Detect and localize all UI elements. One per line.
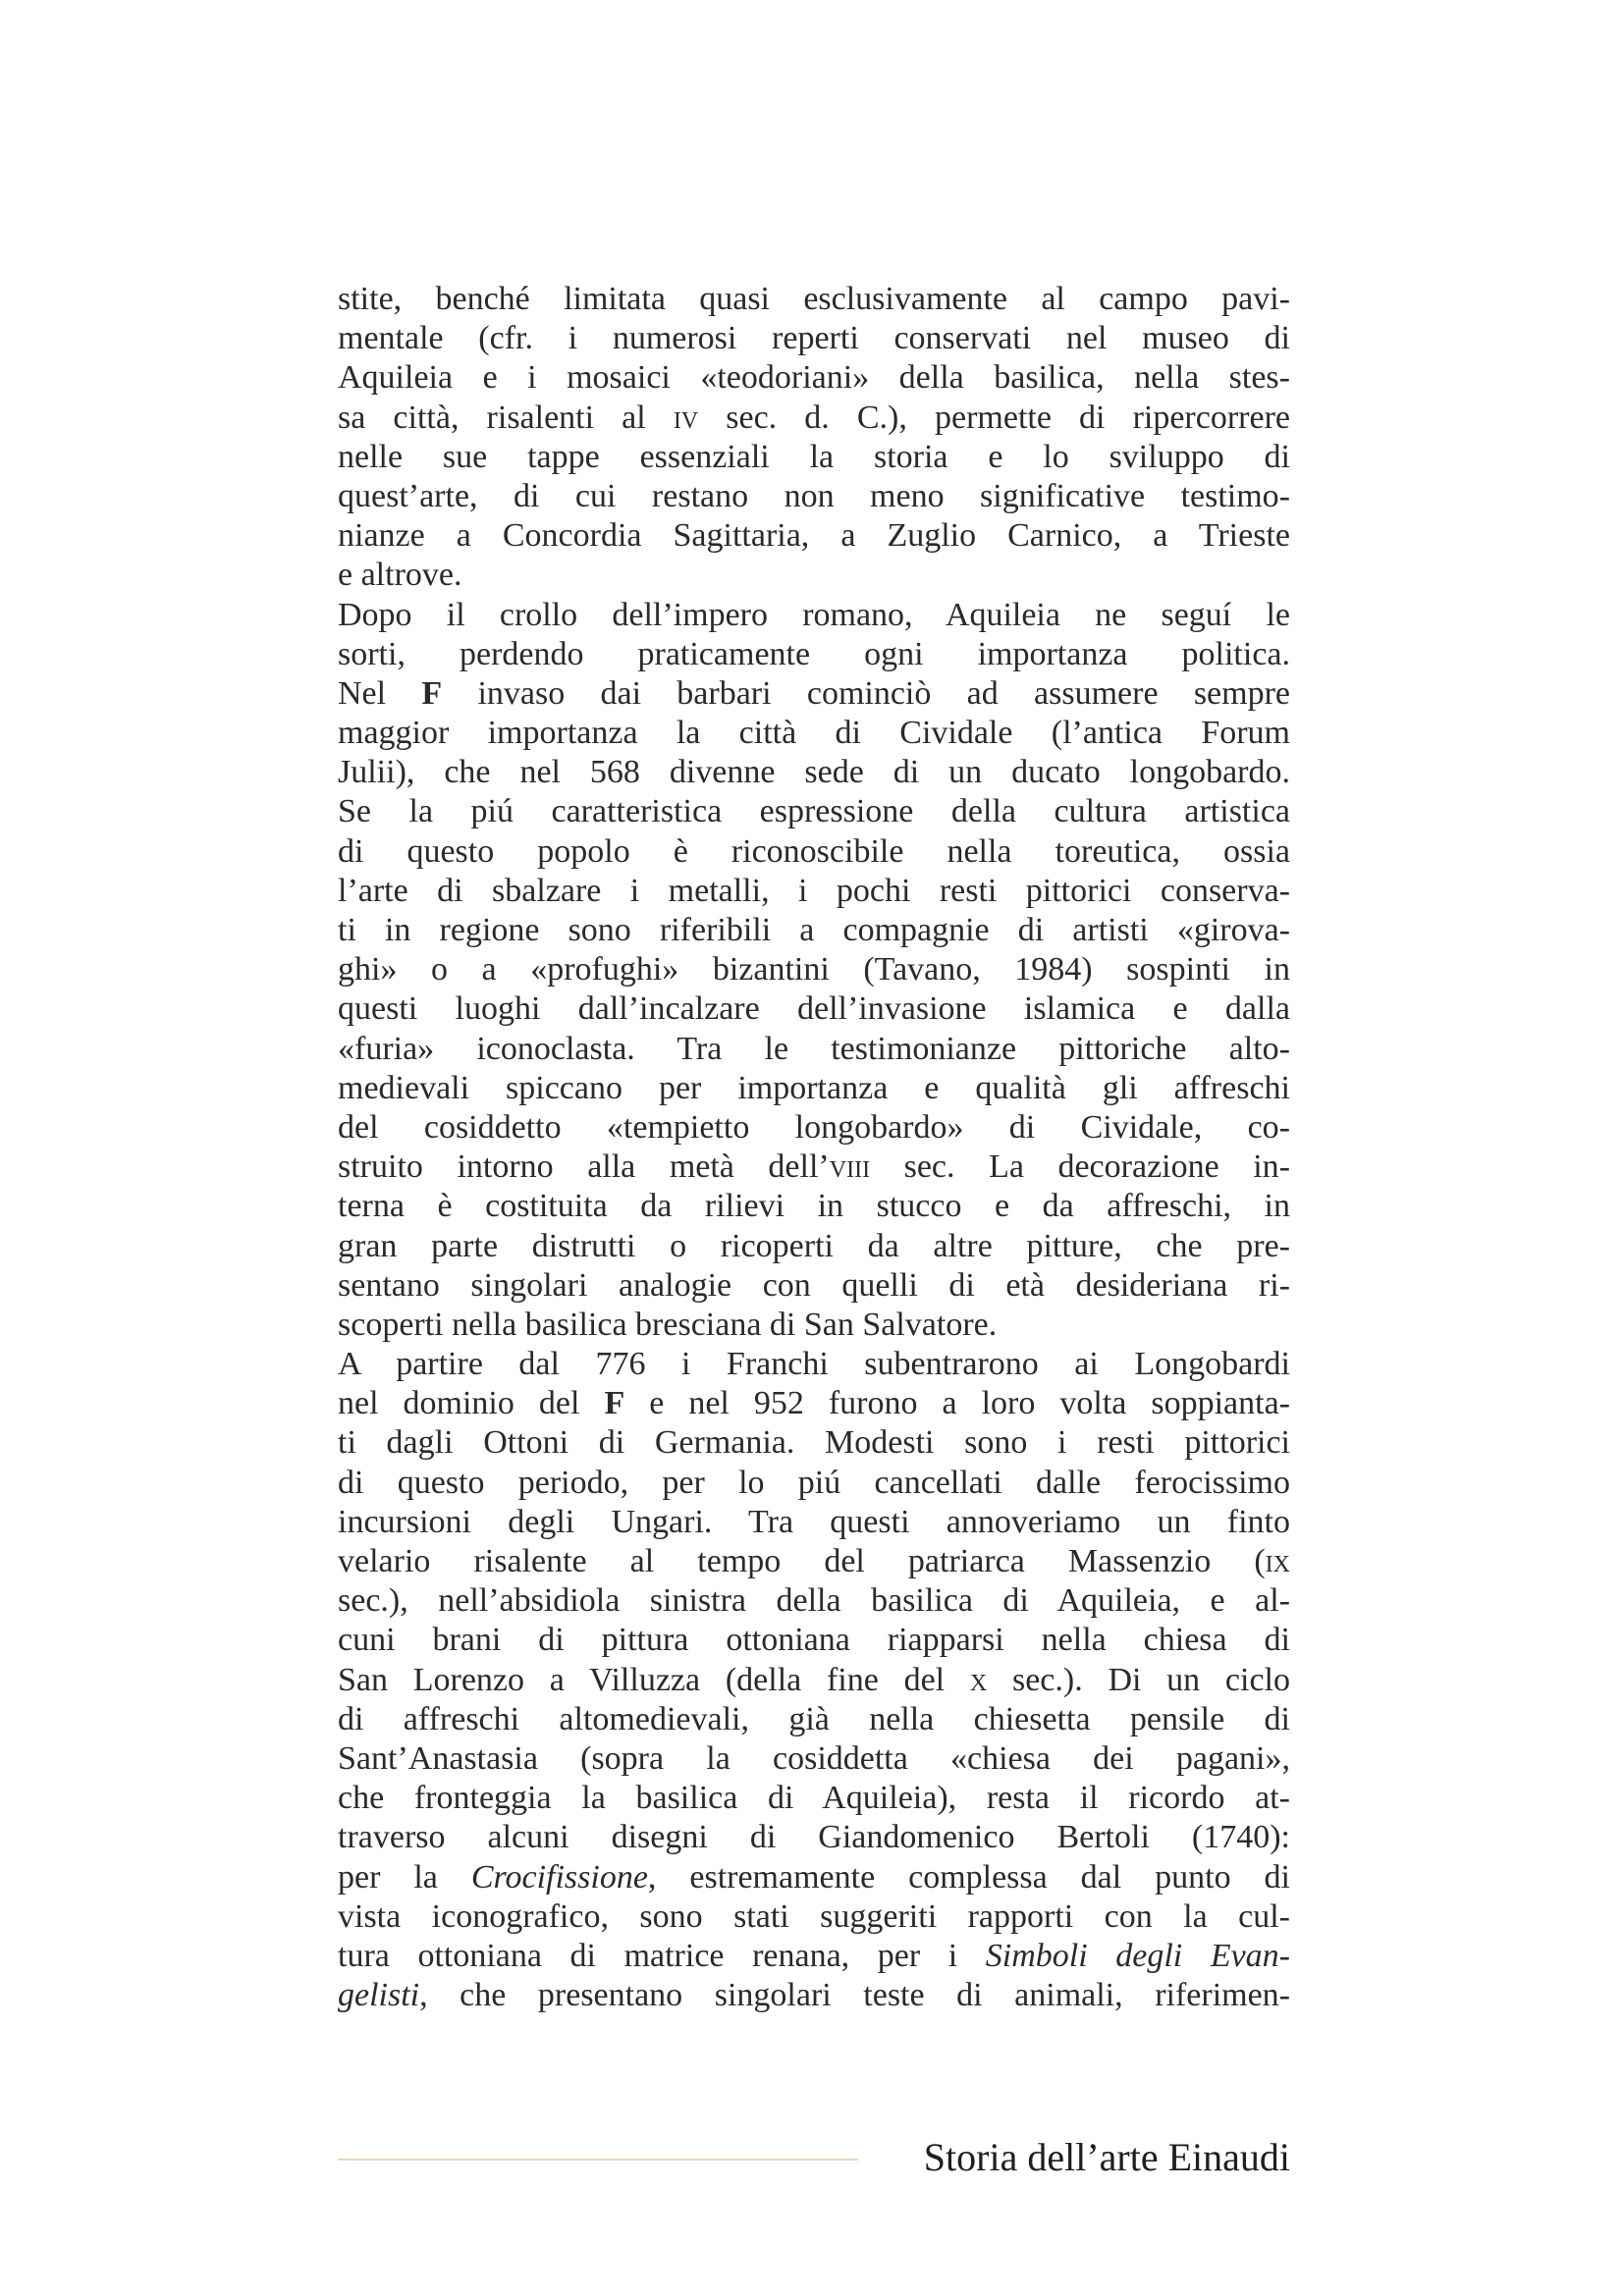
text-line — [338, 516, 1290, 556]
text-line — [338, 1818, 1290, 1857]
text-segment: stite, benché limitata quasi esclusivamente al campo pavi- — [338, 281, 1290, 317]
text-line — [338, 989, 1290, 1029]
text-segment: incursioni degli Ungari. Tra questi annoveriamo un finto — [338, 1503, 1290, 1540]
text-segment: che fronteggia la basilica di Aquileia), resta il ricordo at- — [338, 1780, 1290, 1817]
text-line — [338, 950, 1290, 989]
text-segment: , estremamente complessa dal punto di — [647, 1858, 1290, 1896]
text-line — [338, 1187, 1290, 1226]
text-segment: Crocifissione — [470, 1858, 648, 1896]
text-segment: terna è costituita da rilievi in stucco e da affreschi, in — [338, 1188, 1290, 1225]
text-line — [338, 1227, 1290, 1266]
text-line — [338, 1621, 1290, 1660]
text-segment: sec.). Di un ciclo — [987, 1661, 1290, 1698]
text-line — [338, 714, 1290, 753]
text-segment: , che presentano singolari teste di animali, riferimen- — [419, 1977, 1290, 2014]
text-line — [338, 319, 1290, 358]
text-segment: ghi» o a «profughi» bizantini (Tavano, 1984) sospinti in — [338, 951, 1290, 988]
text-segment: gran parte distrutti o ricoperti da altre pitture, che pre- — [338, 1227, 1290, 1264]
text-segment: tura ottoniana di matrice renana, per i — [338, 1937, 986, 1974]
text-segment: sec.), nell’absidiola sinistra della basilica di Aquileia, e al- — [338, 1582, 1290, 1620]
text-segment: struito intorno alla metà dell’ — [338, 1148, 830, 1186]
text-line — [338, 1779, 1290, 1818]
text-line — [338, 1739, 1290, 1779]
text-line — [338, 635, 1290, 674]
text-line — [338, 1148, 1290, 1187]
text-line — [338, 832, 1290, 872]
text-segment: Julii), che nel 568 divenne sede di un ducato longobardo. — [338, 754, 1290, 791]
text-line — [338, 1423, 1290, 1463]
text-line — [338, 1503, 1290, 1542]
text-line — [338, 556, 1290, 595]
text-line — [338, 792, 1290, 831]
text-line — [338, 911, 1290, 950]
text-line — [338, 1542, 1290, 1581]
text-line — [338, 1384, 1290, 1423]
text-segment: scoperti nella basilica bresciana di San Salvatore. — [338, 1306, 998, 1343]
text-segment: mentale (cfr. i numerosi reperti conservati nel museo di — [338, 320, 1290, 357]
text-line — [338, 1464, 1290, 1503]
text-segment: nel dominio del — [338, 1385, 605, 1422]
text-segment: di affreschi altomedievali, già nella chiesetta pensile di — [338, 1700, 1290, 1737]
text-line — [338, 1069, 1290, 1108]
text-segment: di questo periodo, per lo piú cancellati dalle ferocissimo — [338, 1464, 1290, 1501]
text-segment: vista iconografico, sono stati suggeriti rapporti con la cul- — [338, 1897, 1290, 1935]
text-segment: di questo popolo è riconoscibile nella toreutica, ossia — [338, 832, 1290, 870]
text-line — [338, 1937, 1290, 1976]
text-segment: ti dagli Ottoni di Germania. Modesti sono i resti pittorici — [338, 1424, 1290, 1462]
text-line — [338, 438, 1290, 477]
text-segment: l’arte di sbalzare i metalli, i pochi resti pittorici conserva- — [338, 872, 1290, 909]
text-line — [338, 477, 1290, 516]
text-segment: San Lorenzo a Villuzza (della fine del — [338, 1661, 970, 1698]
text-segment: nianze a Concordia Sagittaria, a Zuglio Carnico, a Trieste — [338, 517, 1290, 555]
text-segment: sec. d. C.), permette di ripercorrere — [698, 399, 1290, 436]
text-line — [338, 1030, 1290, 1069]
text-segment: medievali spiccano per importanza e qualità gli affreschi — [338, 1069, 1290, 1106]
text-segment: quest’arte, di cui restano non meno significative testimo- — [338, 477, 1290, 514]
text-segment: nelle sue tappe essenziali la storia e lo sviluppo di — [338, 438, 1290, 475]
text-segment: ix — [1265, 1543, 1290, 1579]
text-segment: iv — [673, 399, 699, 436]
text-segment: x — [969, 1661, 988, 1698]
text-line — [338, 872, 1290, 911]
text-segment: «furia» iconoclasta. Tra le testimonianze pittoriche alto- — [338, 1030, 1290, 1067]
text-line — [338, 358, 1290, 398]
text-segment: per la — [338, 1858, 471, 1896]
text-segment: Nel — [338, 674, 422, 712]
text-segment: sa città, risalenti al — [338, 399, 674, 436]
text-line — [338, 1306, 1290, 1345]
text-line — [338, 280, 1290, 319]
text-segment: A partire dal 776 i Franchi subentrarono ai Longobardi — [338, 1346, 1290, 1383]
text-segment: sentano singolari analogie con quelli di età desideriana ri- — [338, 1266, 1290, 1304]
text-line — [338, 753, 1290, 792]
text-segment: F — [604, 1385, 625, 1422]
text-segment: invaso dai barbari cominciò ad assumere sempre — [442, 674, 1290, 712]
text-segment: questi luoghi dall’incalzare dell’invasione islamica e dalla — [338, 990, 1290, 1028]
text-line — [338, 1897, 1290, 1937]
text-segment: e altrove. — [338, 557, 462, 594]
text-segment: F — [421, 674, 443, 712]
text-segment: ti in regione sono riferibili a compagnie di artisti «girova- — [338, 912, 1290, 948]
text-segment: Se la piú caratteristica espressione della cultura artistica — [338, 793, 1290, 830]
text-line — [338, 1581, 1290, 1621]
text-segment: Dopo il crollo dell’impero romano, Aquileia ne seguí le — [338, 596, 1290, 633]
text-segment: gelisti — [338, 1977, 420, 2014]
text-line — [338, 1108, 1290, 1148]
text-segment: Simboli degli Evan- — [985, 1937, 1290, 1974]
text-line — [338, 1661, 1290, 1700]
footer-title: Storia dell’arte Einaudi — [923, 2135, 1290, 2179]
text-segment: velario risalente al tempo del patriarca Massenzio ( — [338, 1543, 1266, 1579]
text-segment: traverso alcuni disegni di Giandomenico Bertoli (1740): — [338, 1819, 1290, 1856]
text-line — [338, 1266, 1290, 1306]
text-line — [338, 1976, 1290, 2015]
text-segment: Sant’Anastasia (sopra la cosiddetta «chiesa dei pagani», — [338, 1739, 1290, 1777]
text-segment: cuni brani di pittura ottoniana riapparsi nella chiesa di — [338, 1622, 1290, 1659]
text-segment: sec. La decorazione in- — [870, 1148, 1291, 1186]
text-line — [338, 1345, 1290, 1384]
text-line — [338, 399, 1290, 438]
text-segment: del cosiddetto «tempietto longobardo» di Cividale, co- — [338, 1108, 1290, 1146]
text-segment: e nel 952 furono a loro volta soppianta- — [624, 1385, 1290, 1422]
text-line — [338, 1858, 1290, 1897]
text-line — [338, 674, 1290, 714]
page-footer — [338, 2128, 1290, 2187]
text-line — [338, 596, 1290, 635]
text-line — [338, 1700, 1290, 1739]
text-segment: Aquileia e i mosaici «teodoriani» della basilica, nella stes- — [338, 359, 1290, 397]
text-segment: viii — [829, 1148, 871, 1186]
text-segment: sorti, perdendo praticamente ogni importanza politica. — [338, 635, 1290, 672]
text-segment: maggior importanza la città di Cividale (l’antica Forum — [338, 715, 1290, 752]
page-body-text — [338, 280, 1290, 2015]
footer-rule — [338, 2159, 858, 2161]
